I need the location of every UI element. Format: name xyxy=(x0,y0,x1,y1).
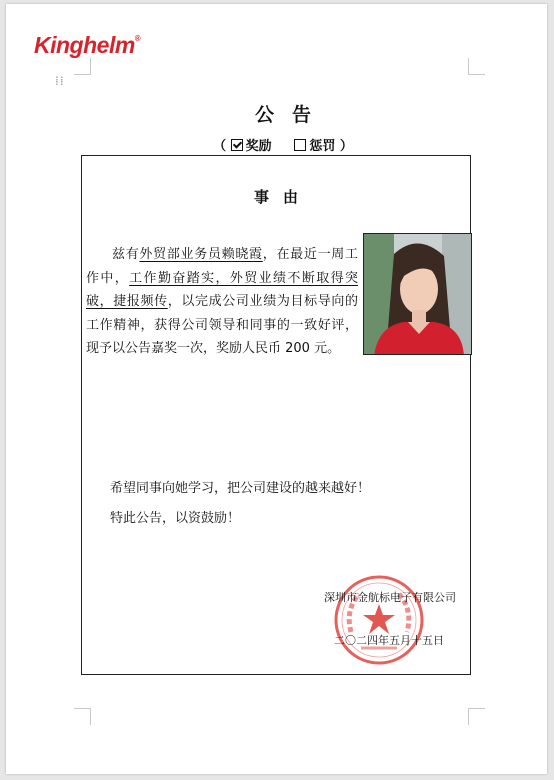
paragraph-text-2: ，在最近一周工作中， xyxy=(86,247,358,286)
company-name: 深圳市金航标电子有限公司 xyxy=(324,591,456,604)
crop-mark-top-right xyxy=(468,58,485,75)
closing-remarks xyxy=(110,476,370,536)
closing-line: 希望同事向她学习，把公司建设的越来越好！ xyxy=(110,481,371,496)
penalty-checkbox[interactable] xyxy=(294,139,306,151)
paren-close: ） xyxy=(339,139,353,154)
achievement-underlined: 工作勤奋踏实，外贸业绩不断取得突破，捷报频传 xyxy=(86,270,358,309)
notice-title: 公告 xyxy=(254,104,329,126)
registered-mark: ® xyxy=(134,34,141,43)
penalty-label: 惩罚 xyxy=(309,139,336,154)
paragraph-text-1: 兹有 xyxy=(112,247,140,262)
company-seal-icon xyxy=(333,574,425,666)
company-logo xyxy=(34,32,140,59)
crop-mark-top-left xyxy=(74,58,91,75)
reward-label: 奖励 xyxy=(245,139,272,154)
paren-open: （ xyxy=(213,139,227,154)
notice-type-selector xyxy=(6,135,554,154)
paragraph-text-3: ，以完成公司业绩为目标导向的工作精神，获得公司领导和同事的一致好评，现予以公告嘉奖一次，奖励人民币 200 元。 xyxy=(86,294,358,356)
crop-mark-bottom-left xyxy=(74,708,91,725)
crop-mark-bottom-right xyxy=(468,708,485,725)
employee-name-underlined: 外贸部业务员赖晓霞 xyxy=(139,247,263,262)
content-frame xyxy=(81,155,471,675)
drag-handle-icon[interactable]: ⁞⁞ xyxy=(55,74,65,88)
reward-checkbox[interactable] xyxy=(231,139,243,151)
logo-text: Kinghelm xyxy=(34,32,135,58)
issue-date: 二〇二四年五月十五日 xyxy=(334,634,444,647)
employee-photo xyxy=(363,233,472,355)
reason-paragraph xyxy=(86,243,358,361)
reason-heading: 事由 xyxy=(253,188,312,206)
closing-line: 特此公告，以资鼓励！ xyxy=(110,511,241,526)
